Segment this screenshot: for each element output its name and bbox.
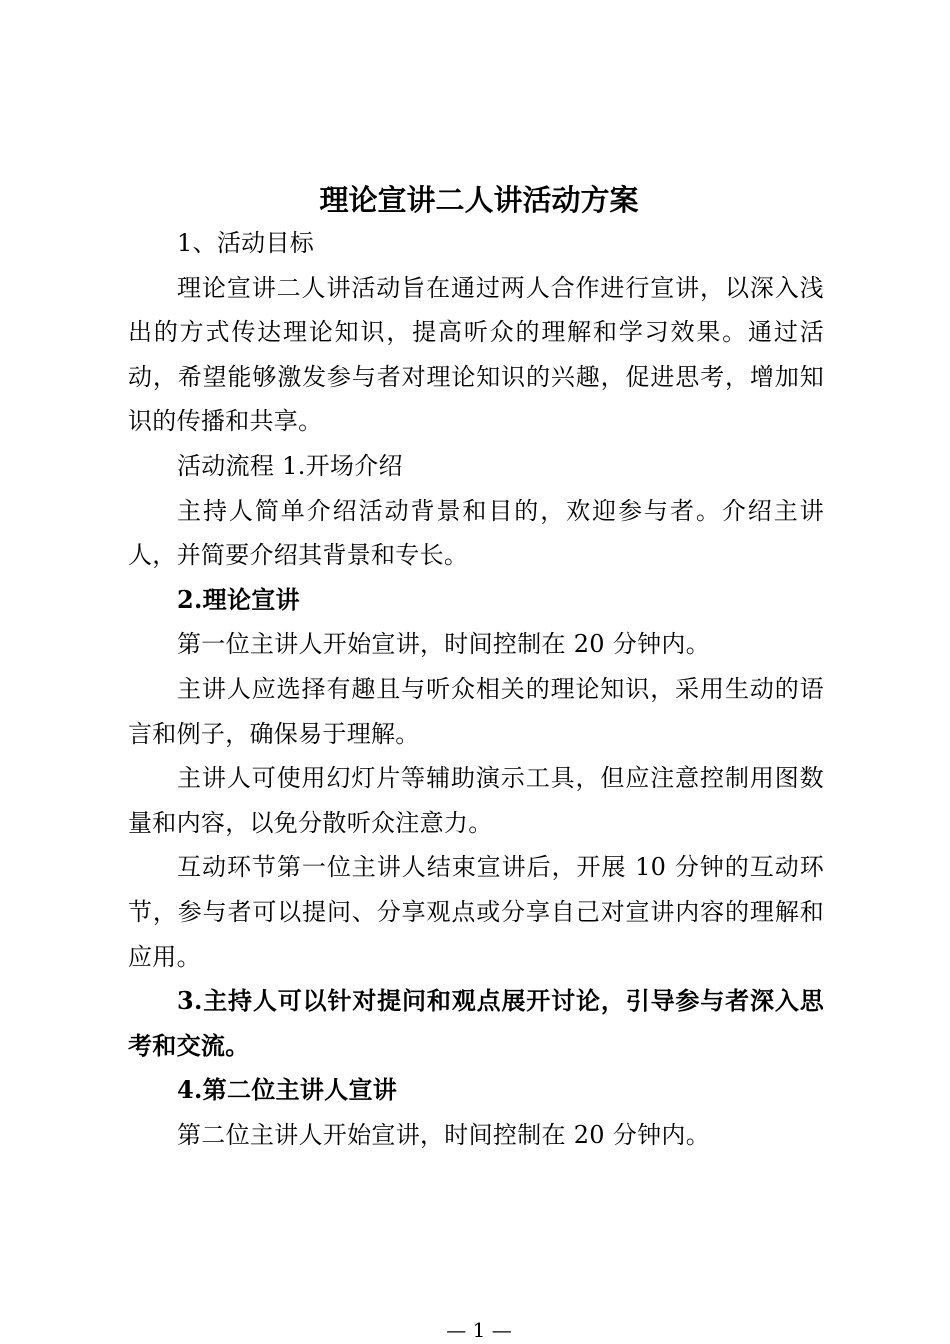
paragraph-goal-body: 理论宣讲二人讲活动旨在通过两人合作进行宣讲，以深入浅出的方式传达理论知识，提高听众的理解和学习效果。通过活动，希望能够激发参与者对理论知识的兴趣，促进思考，增加知识的传播和共享。	[128, 273, 824, 436]
paragraph-first-speaker-time: 第一位主讲人开始宣讲，时间控制在 20 分钟内。	[177, 630, 710, 659]
paragraph-speaker-content: 主讲人应选择有趣且与听众相关的理论知识，采用生动的语言和例子，确保易于理解。	[128, 674, 824, 748]
document-body	[128, 221, 824, 1157]
paragraph-interaction: 互动环节第一位主讲人结束宣讲后，开展 10 分钟的互动环节，参与者可以提问、分享观点或分享自己对宣讲内容的理解和应用。	[128, 853, 824, 971]
paragraph-process-opening: 活动流程 1.开场介绍	[177, 451, 403, 480]
paragraph-goal-heading: 1、活动目标	[177, 229, 315, 257]
paragraph-slides-advice: 主讲人可使用幻灯片等辅助演示工具，但应注意控制用图数量和内容，以免分散听众注意力。	[128, 764, 824, 837]
paragraph-host-intro: 主持人简单介绍活动背景和目的，欢迎参与者。介绍主讲人，并简要介绍其背景和专长。	[128, 496, 824, 570]
page-number: — 1 —	[446, 1318, 512, 1342]
paragraph-theory-heading: 2.理论宣讲	[177, 584, 300, 614]
paragraph-second-speaker-time: 第二位主讲人开始宣讲，时间控制在 20 分钟内。	[177, 1120, 710, 1149]
paragraph-host-discussion: 3.主持人可以针对提问和观点展开讨论，引导参与者深入思考和交流。	[128, 986, 824, 1060]
paragraph-second-speaker-heading: 4.第二位主讲人宣讲	[177, 1075, 398, 1105]
document-title: 理论宣讲二人讲活动方案	[319, 183, 639, 217]
